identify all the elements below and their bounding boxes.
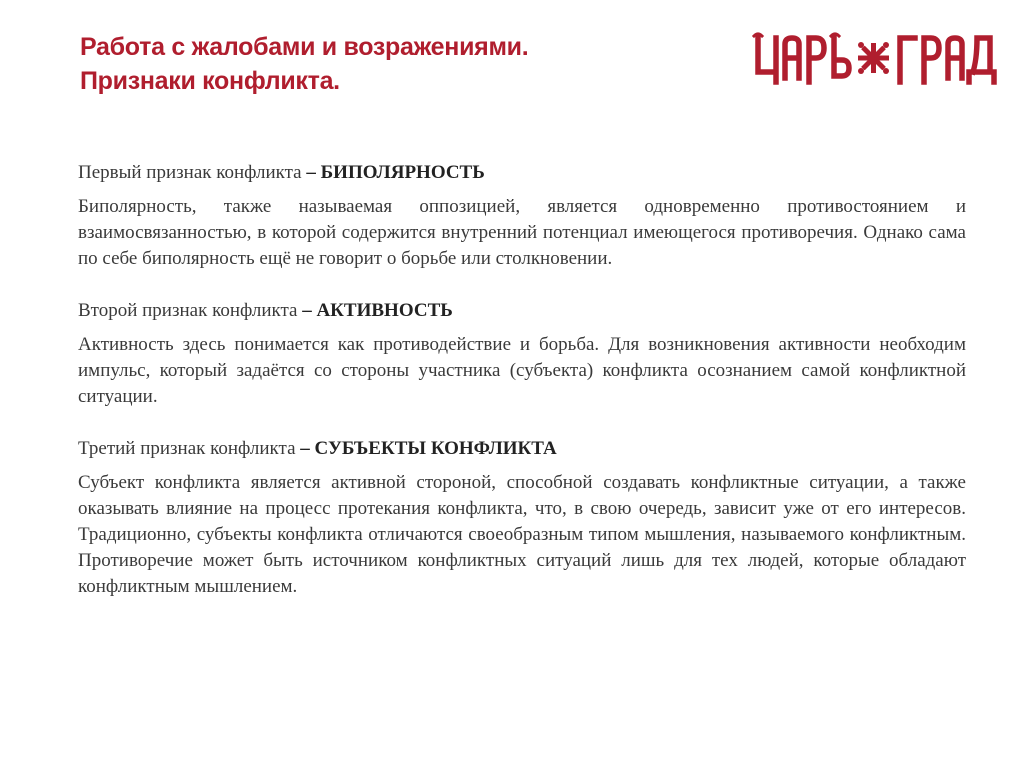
section-heading-prefix: Третий признак конфликта [78, 438, 301, 459]
section-heading [78, 436, 966, 462]
ornament-star-icon [858, 42, 889, 74]
section-heading [78, 298, 966, 324]
tsargrad-logo-mark [752, 30, 998, 88]
section-paragraph: Активность здесь понимается как противодействие и борьба. Для возникновения активности необходим импульс, который задаётся со стороны участника (субъекта) конфликта осознанием самой конфликтной ситуации. [78, 334, 966, 407]
section-bipolarity [78, 160, 966, 272]
section-heading-prefix: Второй признак конфликта [78, 300, 303, 321]
tsargrad-logo [752, 30, 998, 88]
section-heading [78, 160, 966, 186]
slide-title-line-2: Признаки конфликта. [80, 67, 340, 95]
slide-title [80, 30, 700, 98]
section-heading-term: – СУБЪЕКТЫ КОНФЛИКТА [300, 438, 557, 459]
section-paragraph: Биполярность, также называемая оппозицией, является одновременно противостоянием и взаимосвязанностью, в которой содержится внутренний потенциал имеющегося противоречия. Однако сама по себе биполярность ещё не говорит о борьбе или столкновении. [78, 196, 966, 269]
section-activity [78, 298, 966, 410]
slide-title-line-1: Работа с жалобами и возражениями. [80, 33, 529, 61]
section-subjects [78, 436, 966, 600]
section-heading-term: – БИПОЛЯРНОСТЬ [306, 162, 485, 183]
slide-content [78, 160, 966, 626]
section-heading-prefix: Первый признак конфликта [78, 162, 307, 183]
section-heading-term: – АКТИВНОСТЬ [302, 300, 453, 321]
section-paragraph: Субъект конфликта является активной стороной, способной создавать конфликтные ситуации, а также оказывать влияние на процесс протекания конфликта, что, в свою очередь, зависит уже от его интересов. Традиционно, субъекты конфликта отличаются своеобразным типом мышления, называемого конфликтным. Противоречие может быть источником конфликтных ситуаций лишь для тех людей, которые обладают конфликтным мышлением. [78, 472, 966, 597]
